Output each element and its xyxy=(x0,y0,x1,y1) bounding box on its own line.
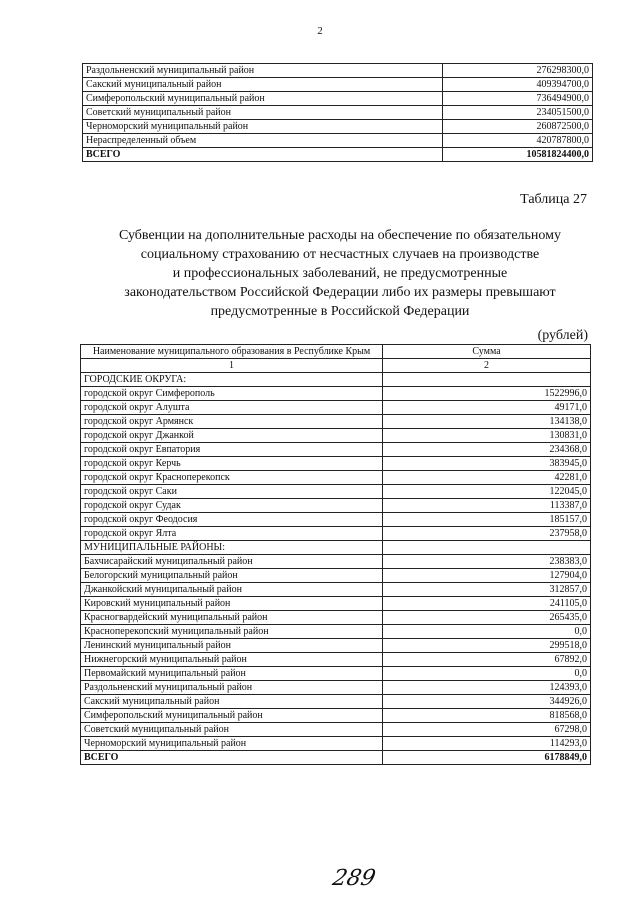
row-value: 237958,0 xyxy=(383,527,591,541)
title-line: социальному страхованию от несчастных случаев на производстве xyxy=(140,247,540,262)
row-value: 241105,0 xyxy=(383,597,591,611)
row-name: городской округ Красноперекопск xyxy=(81,471,383,485)
row-value: 114293,0 xyxy=(383,737,591,751)
table-row xyxy=(81,709,591,723)
title-line: и профессиональных заболеваний, не предусмотренные xyxy=(172,266,508,281)
row-name: Красногвардейский муниципальный район xyxy=(81,611,383,625)
table-row xyxy=(81,429,591,443)
title-line: Субвенции на дополнительные расходы на обеспечение по обязательному xyxy=(118,228,561,243)
handwritten-page-number: 289 xyxy=(330,866,378,891)
row-name: Раздольненский муниципальный район xyxy=(81,681,383,695)
row-value: 130831,0 xyxy=(383,429,591,443)
row-value: 420787800,0 xyxy=(443,134,593,148)
row-value: 0,0 xyxy=(383,625,591,639)
header-sum: Сумма xyxy=(383,345,591,359)
row-name: Симферопольский муниципальный район xyxy=(83,92,443,106)
row-value: 0,0 xyxy=(383,667,591,681)
total-row xyxy=(83,148,593,162)
header-name: Наименование муниципального образования в Республике Крым xyxy=(81,345,383,359)
row-value: 124393,0 xyxy=(383,681,591,695)
row-name: городской округ Армянск xyxy=(81,415,383,429)
table-row xyxy=(81,387,591,401)
row-name: ВСЕГО xyxy=(81,751,383,765)
row-name: городской округ Судак xyxy=(81,499,383,513)
row-name: Симферопольский муниципальный район xyxy=(81,709,383,723)
table-row xyxy=(83,120,593,134)
table-row xyxy=(81,415,591,429)
section-row xyxy=(81,373,591,387)
row-value: 67298,0 xyxy=(383,723,591,737)
table-row xyxy=(83,92,593,106)
row-name: Первомайский муниципальный район xyxy=(81,667,383,681)
table-header-row xyxy=(81,345,591,359)
table-row xyxy=(81,723,591,737)
row-name: ГОРОДСКИЕ ОКРУГА: xyxy=(81,373,383,387)
table-row xyxy=(81,625,591,639)
table-row xyxy=(81,513,591,527)
row-name: Нижнегорский муниципальный район xyxy=(81,653,383,667)
row-name: Сакский муниципальный район xyxy=(81,695,383,709)
title-line: предусмотренные в Российской Федерации xyxy=(210,304,470,319)
row-value: 113387,0 xyxy=(383,499,591,513)
row-value: 265435,0 xyxy=(383,611,591,625)
row-value xyxy=(383,373,591,387)
table-row xyxy=(81,527,591,541)
row-value: 185157,0 xyxy=(383,513,591,527)
row-name: Нераспределенный объем xyxy=(83,134,443,148)
row-value: 818568,0 xyxy=(383,709,591,723)
table-row xyxy=(83,78,593,92)
row-value: 312857,0 xyxy=(383,583,591,597)
row-name: городской округ Симферополь xyxy=(81,387,383,401)
row-name: городской округ Евпатория xyxy=(81,443,383,457)
table-row xyxy=(81,471,591,485)
units-label: (рублей) xyxy=(537,328,588,343)
table-row xyxy=(81,611,591,625)
row-name: городской округ Феодосия xyxy=(81,513,383,527)
page-number: 2 xyxy=(317,25,323,37)
table-row xyxy=(81,583,591,597)
row-value: 409394700,0 xyxy=(443,78,593,92)
row-value xyxy=(383,541,591,555)
table-title xyxy=(70,226,610,321)
row-value: 736494900,0 xyxy=(443,92,593,106)
row-value: 127904,0 xyxy=(383,569,591,583)
row-value: 260872500,0 xyxy=(443,120,593,134)
column-number: 2 xyxy=(383,359,591,373)
row-value: 1522996,0 xyxy=(383,387,591,401)
row-value: 234368,0 xyxy=(383,443,591,457)
row-name: Джанкойский муниципальный район xyxy=(81,583,383,597)
row-value: 299518,0 xyxy=(383,639,591,653)
row-value: 6178849,0 xyxy=(383,751,591,765)
row-value: 122045,0 xyxy=(383,485,591,499)
row-value: 67892,0 xyxy=(383,653,591,667)
row-name: городской округ Алушта xyxy=(81,401,383,415)
row-name: городской округ Джанкой xyxy=(81,429,383,443)
row-name: Черноморский муниципальный район xyxy=(83,120,443,134)
row-name: Кировский муниципальный район xyxy=(81,597,383,611)
row-value: 10581824400,0 xyxy=(443,148,593,162)
table-row xyxy=(81,499,591,513)
row-value: 383945,0 xyxy=(383,457,591,471)
table-row xyxy=(81,443,591,457)
table-row xyxy=(81,457,591,471)
table-top xyxy=(82,63,593,162)
table-row xyxy=(81,653,591,667)
row-value: 344926,0 xyxy=(383,695,591,709)
row-value: 49171,0 xyxy=(383,401,591,415)
table-row xyxy=(81,681,591,695)
row-name: Черноморский муниципальный район xyxy=(81,737,383,751)
row-value: 276298300,0 xyxy=(443,64,593,78)
table-caption: Таблица 27 xyxy=(520,192,587,207)
row-value: 134138,0 xyxy=(383,415,591,429)
row-value: 238383,0 xyxy=(383,555,591,569)
table-row xyxy=(83,134,593,148)
row-name: Сакский муниципальный район xyxy=(83,78,443,92)
section-row xyxy=(81,541,591,555)
row-name: Красноперекопский муниципальный район xyxy=(81,625,383,639)
row-name: Раздольненский муниципальный район xyxy=(83,64,443,78)
column-number-row xyxy=(81,359,591,373)
table-row xyxy=(81,485,591,499)
row-name: Ленинский муниципальный район xyxy=(81,639,383,653)
table-row xyxy=(81,555,591,569)
row-name: Белогорский муниципальный район xyxy=(81,569,383,583)
row-value: 234051500,0 xyxy=(443,106,593,120)
row-name: городской округ Керчь xyxy=(81,457,383,471)
row-name: ВСЕГО xyxy=(83,148,443,162)
row-name: Советский муниципальный район xyxy=(83,106,443,120)
table-row xyxy=(83,64,593,78)
row-name: Советский муниципальный район xyxy=(81,723,383,737)
table-row xyxy=(81,639,591,653)
column-number: 1 xyxy=(81,359,383,373)
table-row xyxy=(81,695,591,709)
table-row xyxy=(81,401,591,415)
table-row xyxy=(81,569,591,583)
row-name: городской округ Саки xyxy=(81,485,383,499)
table-row xyxy=(83,106,593,120)
row-name: МУНИЦИПАЛЬНЫЕ РАЙОНЫ: xyxy=(81,541,383,555)
title-line: законодательством Российской Федерации либо их размеры превышают xyxy=(124,285,556,300)
row-value: 42281,0 xyxy=(383,471,591,485)
table-row xyxy=(81,597,591,611)
row-name: городской округ Ялта xyxy=(81,527,383,541)
table-row xyxy=(81,737,591,751)
total-row xyxy=(81,751,591,765)
table-row xyxy=(81,667,591,681)
row-name: Бахчисарайский муниципальный район xyxy=(81,555,383,569)
table-main xyxy=(80,344,591,765)
